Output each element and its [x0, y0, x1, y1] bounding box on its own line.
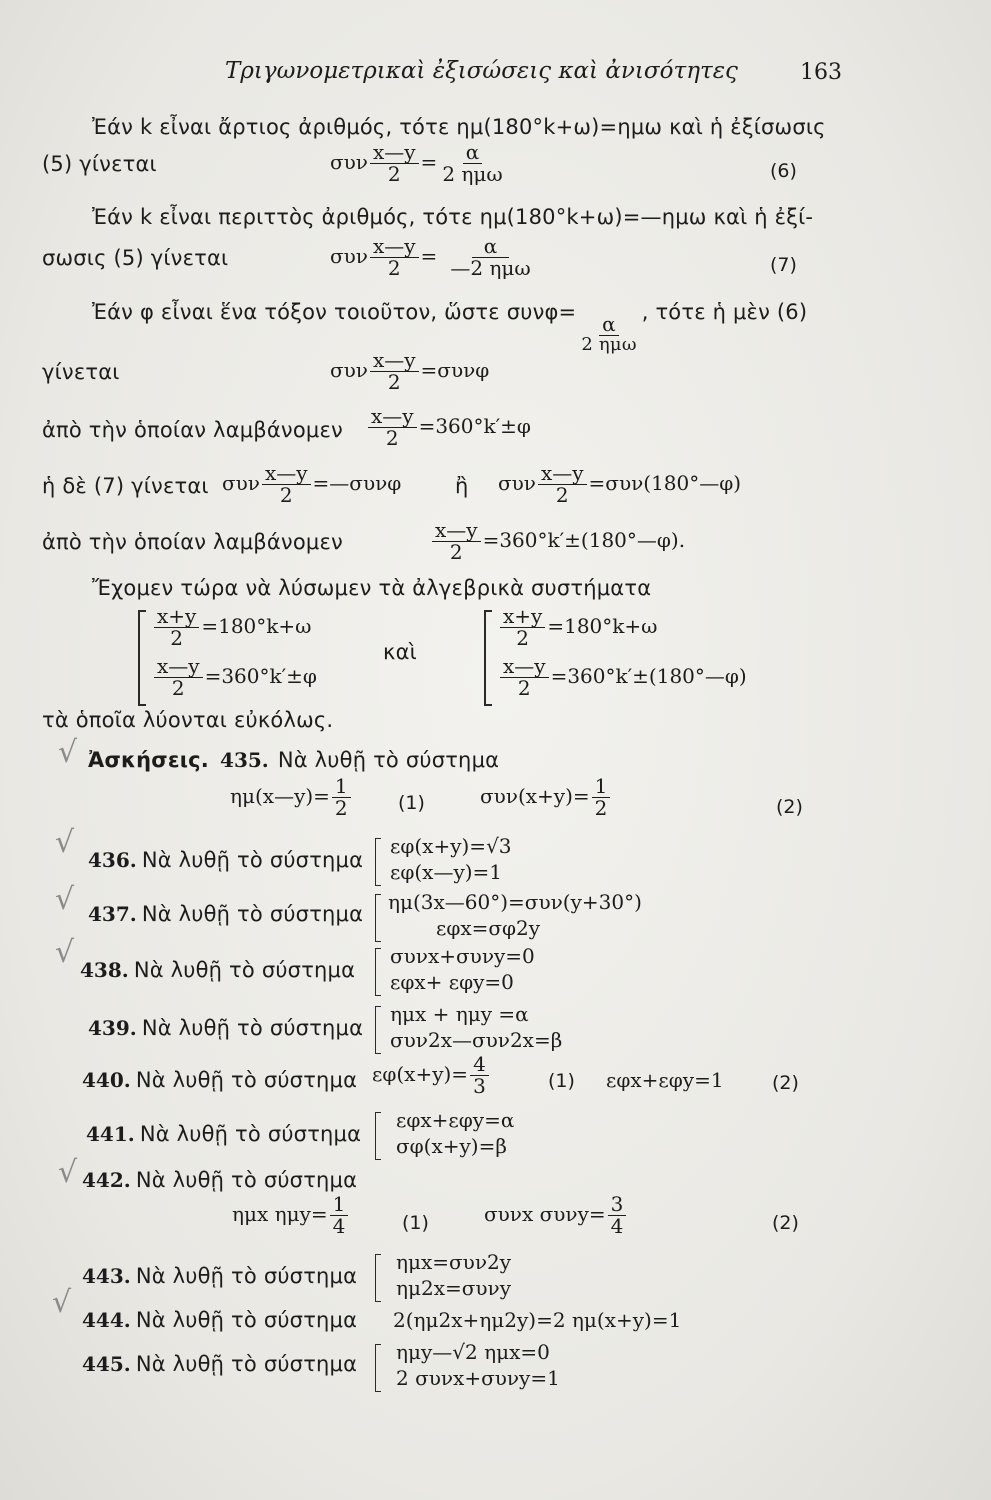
- ex441-brace: [375, 1112, 381, 1160]
- ex437-line-2: εφx=σφ2y: [436, 916, 541, 940]
- text-line-4: σωσις (5) γίνεται: [42, 246, 229, 270]
- checkmark-icon: √: [55, 882, 75, 917]
- ex436-line-1: εφ(x+y)=√3: [390, 834, 512, 858]
- equation-7: συν $\frac{x—y}{2}$ = $\frac{\alpha}{\text{—2 ημω}}$: [330, 234, 531, 280]
- text-line-1: Ἐάν k εἶναι ἄρτιος ἀριθμός, τότε ημ(180°k+ω)=ημω καὶ ἡ ἐξίσωσις: [92, 115, 826, 139]
- checkmark-icon: √: [52, 1285, 72, 1320]
- checkmark-icon: √: [55, 935, 75, 970]
- equation-solution-1: $\frac{x—y}{2}$ =360°k′±φ: [366, 406, 531, 449]
- equation-minus-cos-phi: συν $\frac{x—y}{2}$ =—συνφ: [222, 461, 402, 507]
- text-line-8: ἡ δὲ (7) γίνεται: [42, 474, 209, 498]
- ex439-line-2: συν2x—συν2x=β: [390, 1028, 563, 1052]
- exercise-437: 437. Νὰ λυθῇ τὸ σύστημα: [88, 902, 364, 926]
- text-line-11: τὰ ὁποῖα λύονται εὐκόλως.: [42, 708, 334, 732]
- exercise-440: 440. Νὰ λυθῇ τὸ σύστημα: [82, 1068, 358, 1092]
- ex436-line-2: εφ(x—y)=1: [390, 860, 503, 884]
- equation-cos-supplement: συν $\frac{x—y}{2}$ =συν(180°—φ): [498, 461, 742, 507]
- system-2-eq-2: $\frac{x—y}{2}$ =360°k′±(180°—φ): [498, 656, 747, 699]
- ex444-eq: 2(ημ2x+ημ2y)=2 ημ(x+y)=1: [393, 1308, 682, 1332]
- text-line-7: ἀπὸ τὴν ὁποίαν λαμβάνομεν: [42, 418, 343, 442]
- checkmark-icon: √: [55, 825, 75, 860]
- equation-cos-phi: συν $\frac{x—y}{2}$ =συνφ: [330, 348, 490, 394]
- exercise-436: 436. Νὰ λυθῇ τὸ σύστημα: [88, 848, 364, 872]
- exercise-444: 444. Νὰ λυθῇ τὸ σύστημα: [82, 1308, 358, 1332]
- ex435-tag-1: (1): [398, 792, 425, 814]
- ex443-brace: [375, 1254, 381, 1302]
- ex440-eq-2: εφx+εφy=1: [606, 1068, 724, 1092]
- ex436-brace: [375, 838, 381, 886]
- page-number: 163: [800, 60, 842, 85]
- ex445-line-1: ημy—√2 ημx=0: [396, 1340, 550, 1364]
- text-line-10: Ἔχομεν τώρα νὰ λύσωμεν τὰ ἀλγεβρικὰ συστήματα: [92, 576, 652, 600]
- equation-6: συν $\frac{x—y}{2}$ = $\frac{\alpha}{\text{2 ημω}}$: [330, 140, 503, 186]
- exercise-439: 439. Νὰ λυθῇ τὸ σύστημα: [88, 1016, 364, 1040]
- ex435-tag-2: (2): [776, 796, 803, 818]
- ex440-tag-2: (2): [772, 1072, 799, 1094]
- system-brace-right: [484, 610, 492, 706]
- equation-solution-2: $\frac{x—y}{2}$ =360°k′±(180°—φ).: [430, 520, 685, 563]
- ex441-line-2: σφ(x+y)=β: [396, 1134, 507, 1158]
- ex437-brace: [375, 894, 381, 942]
- exercise-438: 438. Νὰ λυθῇ τὸ σύστημα: [80, 958, 356, 982]
- running-header: Τριγωνομετρικαὶ ἐξισώσεις καὶ ἀνισότητες: [225, 58, 738, 84]
- ex442-eq-2: συνx συνy= $\frac{3}{4}$: [484, 1194, 628, 1237]
- text-line-9: ἀπὸ τὴν ὁποίαν λαμβάνομεν: [42, 530, 343, 554]
- exercise-443: 443. Νὰ λυθῇ τὸ σύστημα: [82, 1264, 358, 1288]
- text-line-6: γίνεται: [42, 360, 120, 384]
- system-brace-left: [138, 610, 146, 706]
- equation-tag-7: (7): [770, 254, 797, 276]
- ex443-line-2: ημ2x=συνy: [396, 1276, 512, 1300]
- ex437-line-1: ημ(3x—60°)=συν(y+30°): [388, 890, 642, 914]
- ex438-brace: [375, 948, 381, 996]
- ex441-line-1: εφx+εφy=α: [396, 1108, 515, 1132]
- exercise-445: 445. Νὰ λυθῇ τὸ σύστημα: [82, 1352, 358, 1376]
- checkmark-icon: √: [58, 735, 78, 770]
- exercise-442: 442. Νὰ λυθῇ τὸ σύστημα: [82, 1168, 358, 1192]
- ex439-brace: [375, 1006, 381, 1054]
- system-1-eq-2: $\frac{x—y}{2}$ =360°k′±φ: [152, 656, 317, 699]
- ex442-eq-1: ημx ημy= $\frac{1}{4}$: [232, 1194, 350, 1237]
- exercises-heading: Ἀσκήσεις. 435. Νὰ λυθῇ τὸ σύστημα: [88, 748, 500, 772]
- ex442-tag-1: (1): [402, 1212, 429, 1234]
- system-2-eq-1: $\frac{x+y}{2}$ =180°k+ω: [498, 606, 657, 649]
- checkmark-icon: √: [58, 1155, 78, 1190]
- ex445-brace: [375, 1344, 381, 1392]
- text-line-3: Ἐάν k εἶναι περιττὸς ἀριθμός, τότε ημ(180°k+ω)=—ημω καὶ ἡ ἐξί-: [92, 205, 814, 229]
- ex440-eq-1: εφ(x+y)= $\frac{4}{3}$: [372, 1054, 491, 1097]
- ex435-eq-2: συν(x+y)= $\frac{1}{2}$: [480, 776, 612, 819]
- text-or: ἢ: [455, 474, 469, 498]
- ex442-tag-2: (2): [772, 1212, 799, 1234]
- ex443-line-1: ημx=συν2y: [396, 1250, 512, 1274]
- ex439-line-1: ημx + ημy =α: [390, 1002, 529, 1026]
- text-and: καὶ: [383, 640, 417, 664]
- ex438-line-1: συνx+συνy=0: [390, 944, 535, 968]
- text-line-5: Ἐάν φ εἶναι ἕνα τόξον τοιοῦτον, ὥστε συνφ= $\frac{\alpha}{\text{2 ημω}}$ , τότε ἡ μὲν (6): [92, 300, 808, 355]
- ex435-eq-1: ημ(x—y)= $\frac{1}{2}$: [230, 776, 353, 819]
- ex438-line-2: εφx+ εφy=0: [390, 970, 514, 994]
- exercise-441: 441. Νὰ λυθῇ τὸ σύστημα: [86, 1122, 362, 1146]
- ex445-line-2: 2 συνx+συνy=1: [396, 1366, 560, 1390]
- system-1-eq-1: $\frac{x+y}{2}$ =180°k+ω: [152, 606, 311, 649]
- ex440-tag-1: (1): [548, 1070, 575, 1092]
- text-line-2: (5) γίνεται: [42, 152, 157, 176]
- equation-tag-6: (6): [770, 160, 797, 182]
